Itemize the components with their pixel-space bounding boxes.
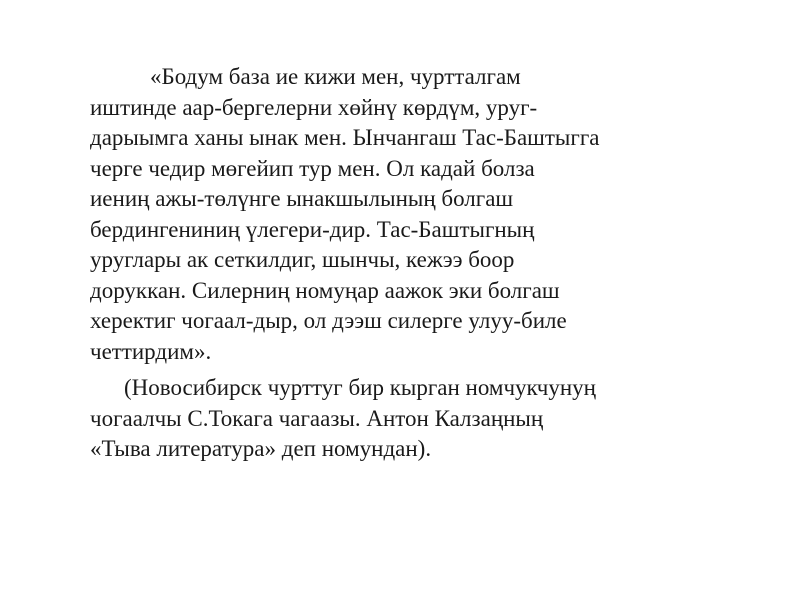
quote-line: иениң ажы-төлүнге ынакшылының болгаш xyxy=(90,186,514,211)
quote-paragraph xyxy=(90,62,750,367)
quote-line: «Бодум база ие кижи мен, чуртталгам xyxy=(150,64,521,89)
quote-line: бердингениниң үлегери-дир. Тас-Баштыгның xyxy=(90,216,535,242)
source-line: «Тыва литература» деп номундан). xyxy=(90,436,432,461)
quote-line: четтирдим». xyxy=(90,338,212,364)
source-paragraph xyxy=(90,373,750,465)
source-line: чогаалчы С.Токага чагаазы. Антон Калзаңның xyxy=(90,405,544,431)
quote-line: доруккан. Силерниң номуңар аажок эки болгаш xyxy=(90,277,560,303)
quote-line: иштинде аар-бергелерни хөйнү көрдүм, уруг- xyxy=(90,94,538,120)
quote-line: уруглары ак сеткилдиг, шынчы, кежээ боор xyxy=(90,247,515,272)
text-block xyxy=(90,62,750,465)
source-line: (Новосибирск чурттуг бир кырган номчукчунуң xyxy=(124,375,596,400)
quote-line: херектиг чогаал-дыр, ол дээш силерге улуу-биле xyxy=(90,308,567,333)
quote-line: черге чедир мөгейип тур мен. Ол кадай болза xyxy=(90,155,535,181)
quote-line: дарыымга ханы ынак мен. Ынчангаш Тас-Баштыгга xyxy=(90,125,600,150)
